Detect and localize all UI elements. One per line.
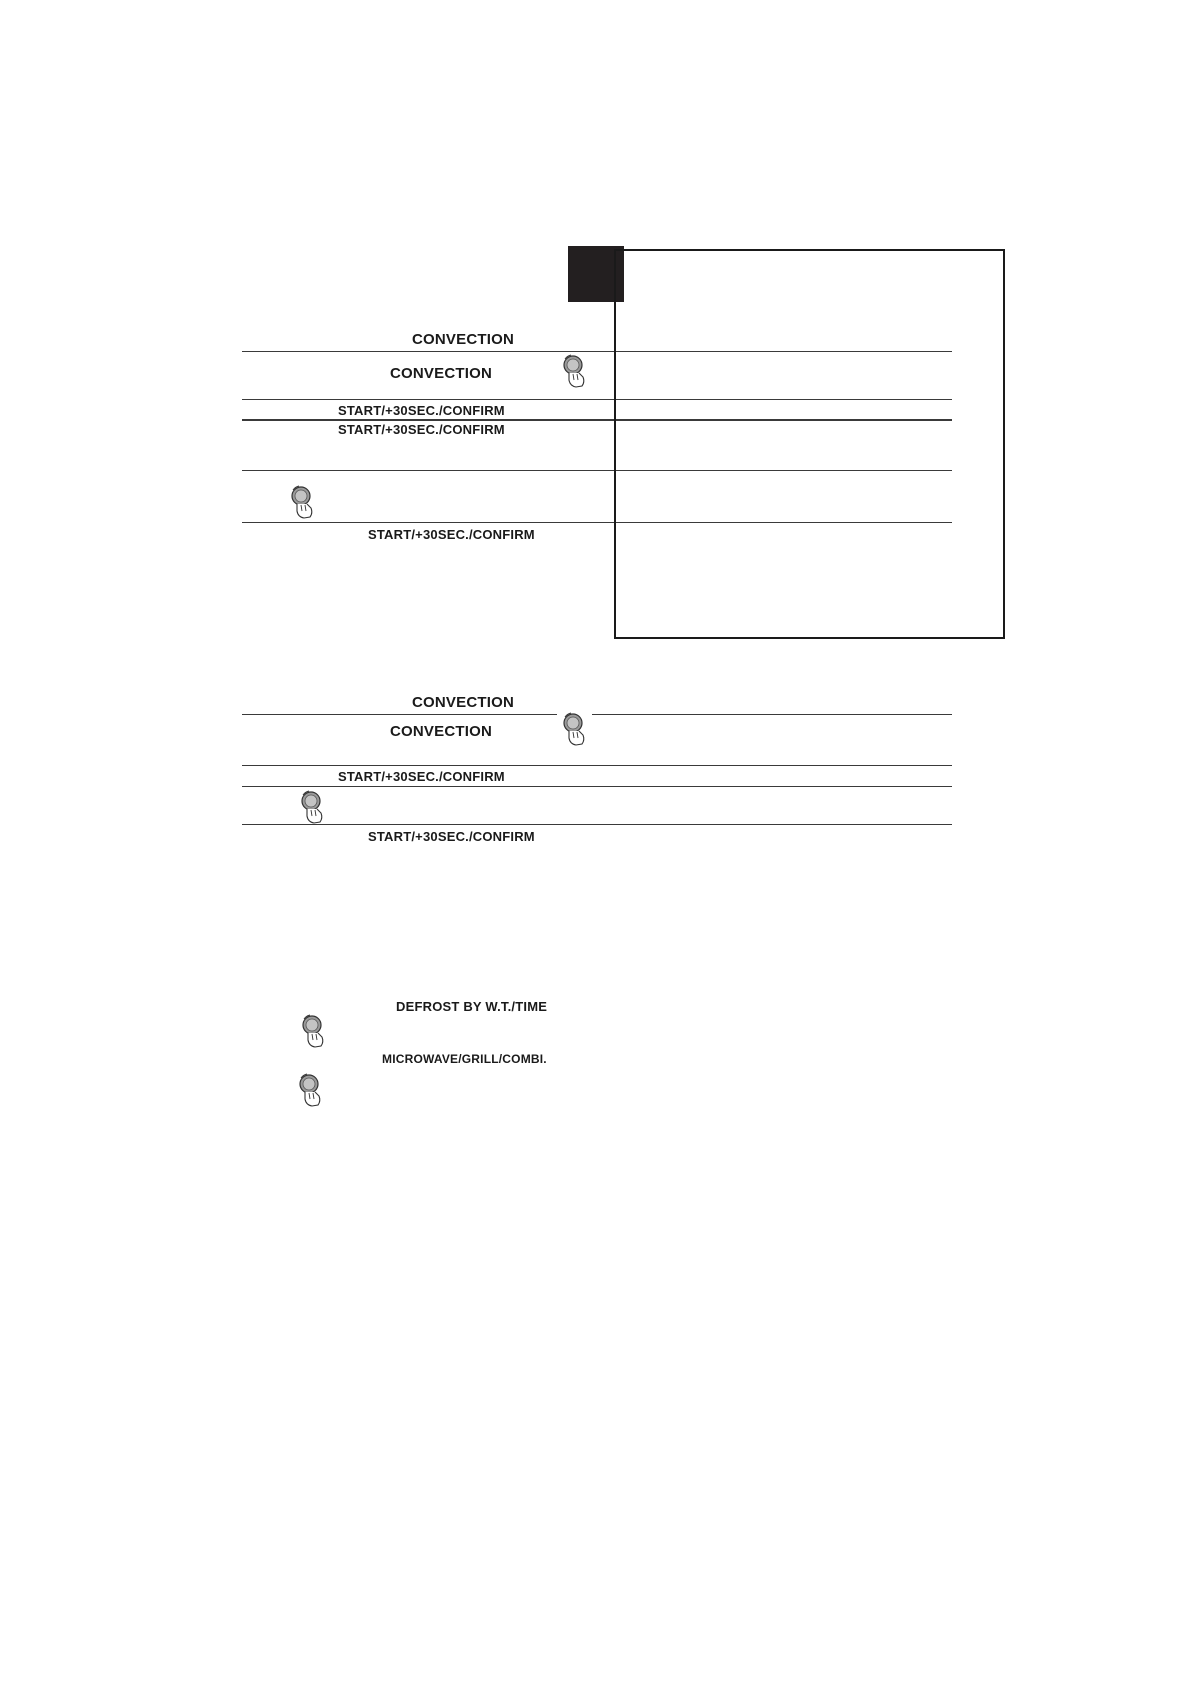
note-box <box>614 249 1005 639</box>
divider <box>592 714 952 715</box>
section2-row4-label: START/+30SEC./CONFIRM <box>368 829 535 844</box>
knob-turn-icon <box>299 1013 329 1049</box>
section2-heading: CONVECTION <box>412 694 515 711</box>
divider <box>242 786 952 787</box>
divider <box>242 419 952 421</box>
divider <box>242 824 952 825</box>
knob-turn-icon <box>288 484 318 520</box>
section1-row3-label: START/+30SEC./CONFIRM <box>338 422 505 437</box>
section1-heading: CONVECTION <box>412 331 515 348</box>
divider <box>242 714 557 715</box>
section3-label2: MICROWAVE/GRILL/COMBI. <box>382 1052 547 1066</box>
section3-label1: DEFROST BY W.T./TIME <box>396 999 548 1014</box>
section1-row5-label: START/+30SEC./CONFIRM <box>368 527 535 542</box>
section2-row2-label: START/+30SEC./CONFIRM <box>338 769 505 784</box>
knob-turn-icon <box>296 1072 326 1108</box>
section2-row1-label: CONVECTION <box>390 723 493 740</box>
divider <box>242 765 952 766</box>
section1-row1-label: CONVECTION <box>390 365 493 382</box>
column-divider <box>614 249 616 639</box>
divider <box>242 351 952 352</box>
divider <box>242 522 952 523</box>
section1-row2-label: START/+30SEC./CONFIRM <box>338 403 505 418</box>
divider <box>242 470 952 471</box>
divider <box>242 399 952 400</box>
knob-turn-icon <box>298 789 328 825</box>
knob-turn-icon <box>560 711 590 747</box>
knob-turn-icon <box>560 353 590 389</box>
